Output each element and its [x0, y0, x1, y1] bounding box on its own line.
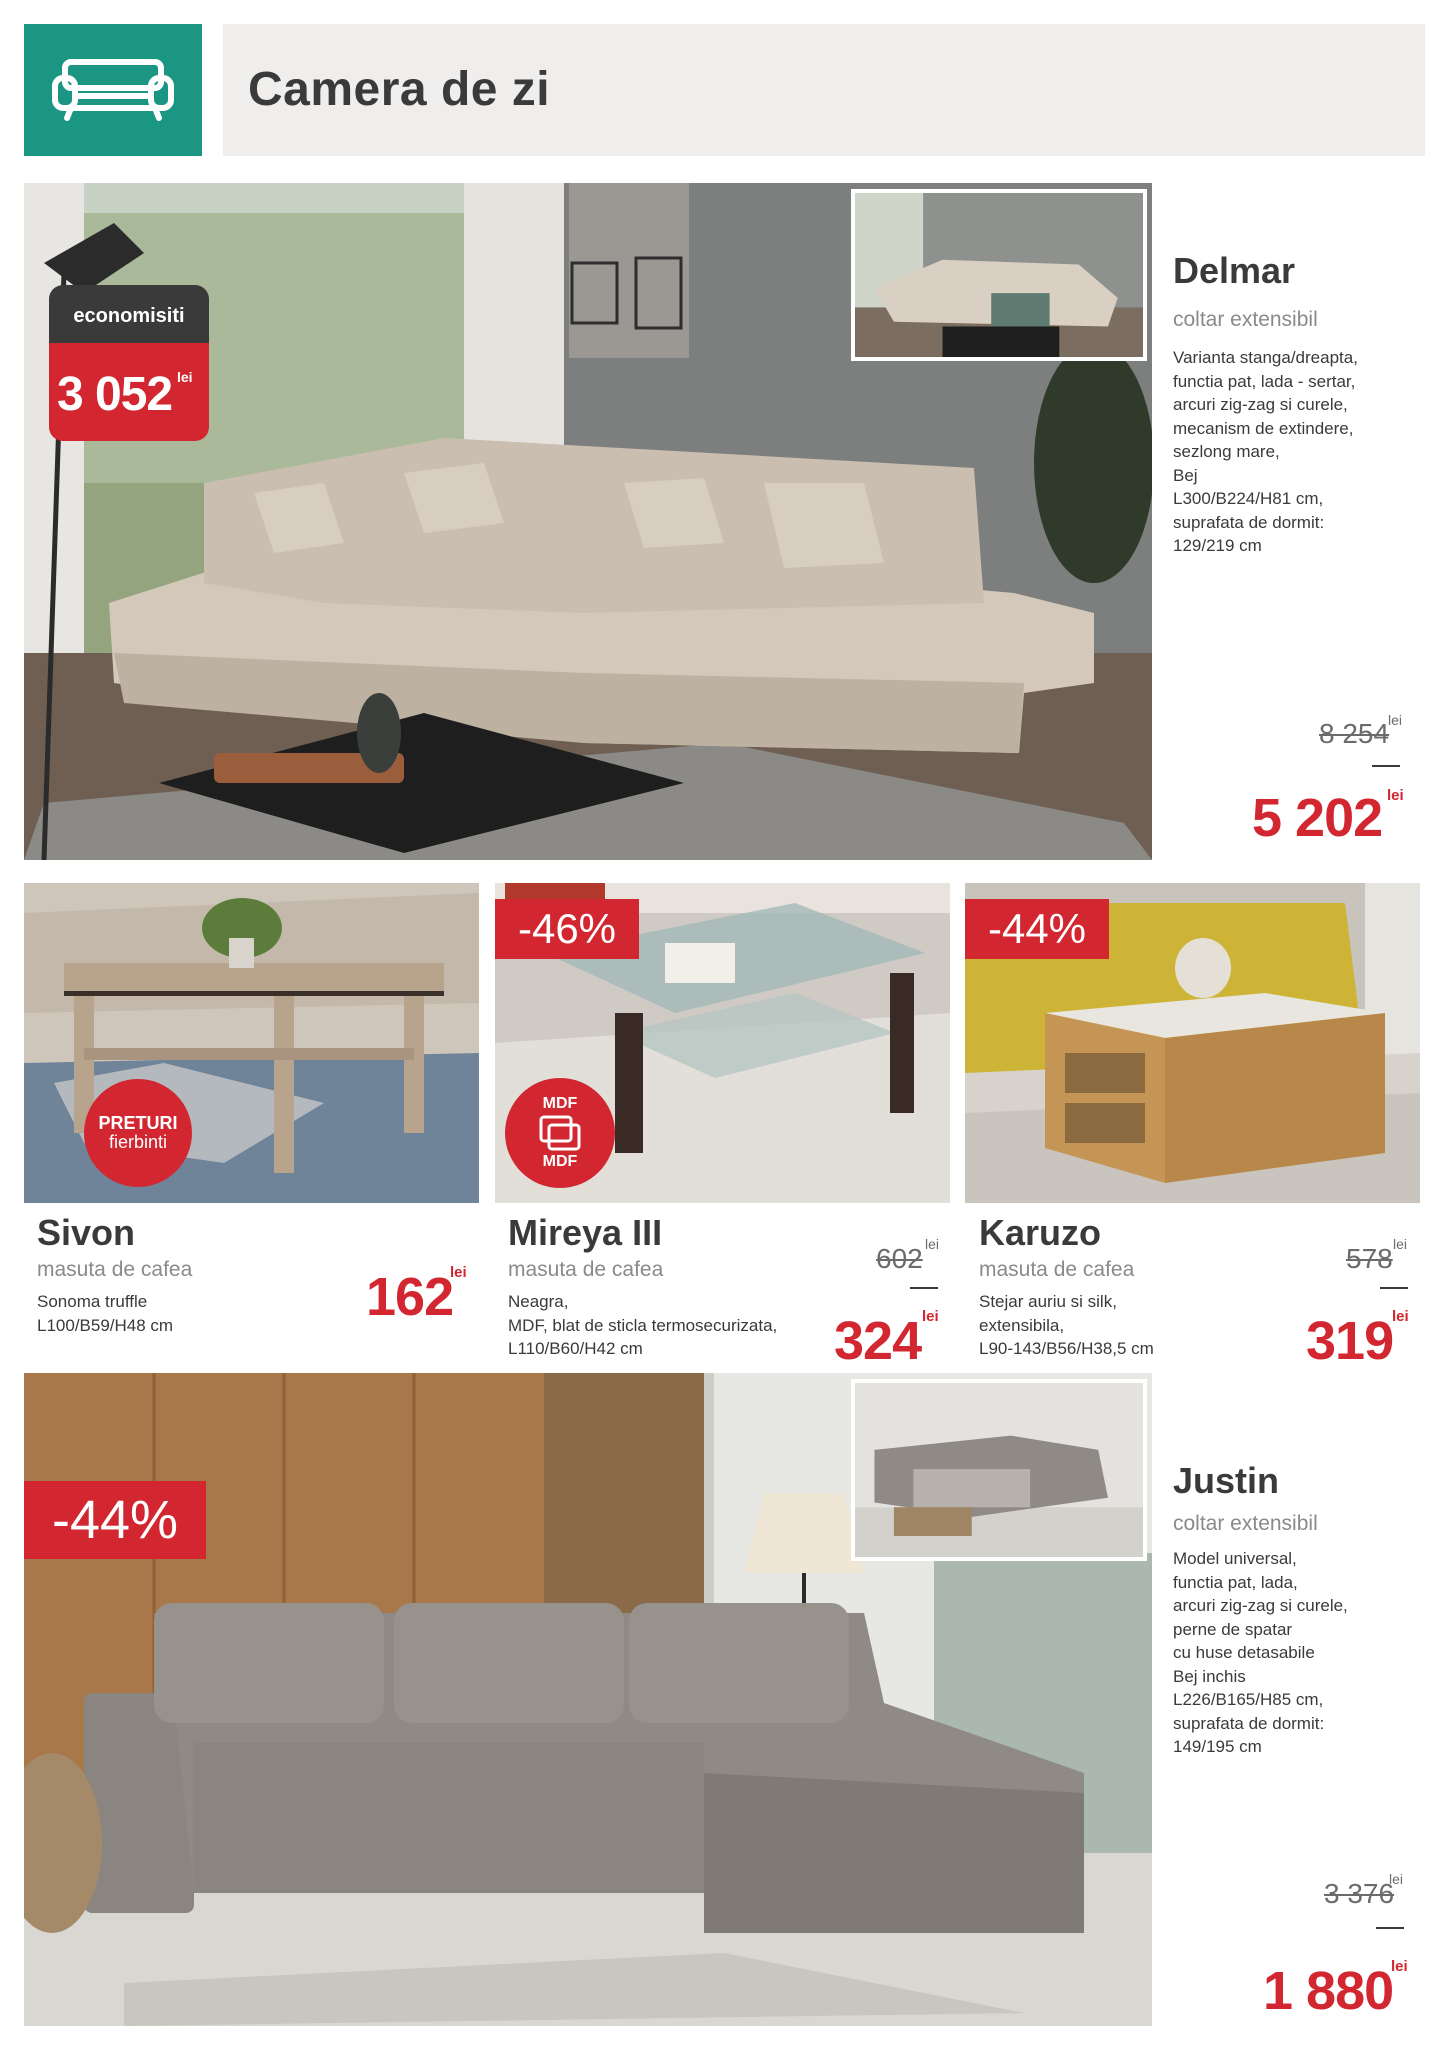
justin-discount-tag: -44%	[24, 1481, 206, 1559]
desc-line: functia pat, lada - sertar,	[1173, 371, 1356, 391]
desc-line: Neagra,	[508, 1292, 569, 1311]
desc-line: 129/219 cm	[1173, 536, 1262, 555]
delmar-description	[1173, 346, 1358, 558]
karuzo-old-price: 578	[1346, 1243, 1393, 1274]
desc-line: Varianta stanga/dreapta,	[1173, 348, 1358, 367]
desc-line: Model universal,	[1173, 1549, 1297, 1568]
justin-old-price: 3 376	[1324, 1878, 1395, 1909]
hot-prices-badge	[84, 1079, 192, 1187]
desc-line: Sonoma truffle	[37, 1292, 148, 1311]
delmar-old-price: 8 254	[1319, 718, 1390, 749]
mdf-badge-top: MDF	[542, 1095, 578, 1112]
desc-line: sezlong mare,	[1173, 442, 1280, 461]
justin-alt-image	[851, 1379, 1147, 1561]
desc-line: extensibila,	[979, 1315, 1065, 1335]
justin-name: Justin	[1173, 1460, 1280, 1501]
mdf-badge	[505, 1078, 615, 1188]
mdf-board-icon	[537, 1113, 583, 1153]
sivon-name: Sivon	[37, 1212, 136, 1253]
delmar-type: coltar extensibil	[1173, 308, 1318, 331]
karuzo-discount-tag: -44%	[965, 899, 1109, 959]
karuzo-price-currency: lei	[1392, 1308, 1409, 1325]
desc-line: 149/195 cm	[1173, 1737, 1262, 1756]
desc-line: L226/B165/H85 cm,	[1173, 1690, 1324, 1709]
desc-line: arcuri zig-zag si curele,	[1173, 395, 1348, 414]
karuzo-price: 319	[1306, 1311, 1394, 1371]
price-divider	[1376, 1927, 1404, 1929]
karuzo-description	[979, 1290, 1154, 1361]
desc-line: functia pat, lada,	[1173, 1572, 1298, 1592]
karuzo-name: Karuzo	[979, 1212, 1102, 1253]
desc-line: Stejar auriu si silk,	[979, 1292, 1117, 1311]
hot-prices-line1: PRETURI	[98, 1113, 178, 1133]
desc-line: L100/B59/H48 cm	[37, 1315, 174, 1335]
desc-line: suprafata de dormit:	[1173, 1713, 1325, 1733]
desc-line: mecanism de extindere,	[1173, 418, 1354, 438]
justin-type: coltar extensibil	[1173, 1512, 1318, 1535]
savings-label: economisiti	[49, 285, 209, 347]
justin-old-currency: lei	[1389, 1871, 1404, 1887]
sivon-price: 162	[366, 1267, 454, 1327]
mireya-discount-tag: -46%	[495, 899, 639, 959]
mireya-price-currency: lei	[922, 1308, 939, 1325]
mireya-type: masuta de cafea	[508, 1258, 664, 1281]
price-divider	[1380, 1287, 1408, 1289]
delmar-alt-image	[851, 189, 1147, 361]
delmar-price: 5 202	[1252, 788, 1383, 848]
desc-line: arcuri zig-zag si curele,	[1173, 1596, 1348, 1615]
desc-line: L90-143/B56/H38,5 cm	[979, 1339, 1154, 1358]
sivon-description	[37, 1290, 173, 1337]
desc-line: perne de spatar	[1173, 1619, 1293, 1639]
desc-line: MDF, blat de sticla termosecurizata,	[508, 1315, 778, 1335]
justin-description	[1173, 1547, 1348, 1759]
mireya-description	[508, 1290, 777, 1361]
category-icon-box	[24, 24, 202, 156]
karuzo-type: masuta de cafea	[979, 1258, 1135, 1281]
desc-line: Bej inchis	[1173, 1666, 1246, 1686]
mireya-price: 324	[834, 1311, 922, 1371]
mdf-badge-bottom: MDF	[542, 1153, 578, 1170]
desc-line: L300/B224/H81 cm,	[1173, 489, 1324, 508]
desc-line: suprafata de dormit:	[1173, 512, 1325, 532]
karuzo-old-currency: lei	[1393, 1236, 1408, 1252]
savings-value: 3 052	[57, 368, 173, 421]
justin-price-currency: lei	[1391, 1958, 1408, 1975]
mireya-name: Mireya III	[508, 1212, 663, 1253]
desc-line: Bej	[1173, 465, 1198, 485]
mireya-old-price: 602	[876, 1243, 923, 1274]
desc-line: L110/B60/H42 cm	[508, 1339, 643, 1358]
delmar-name: Delmar	[1173, 250, 1296, 291]
desc-line: cu huse detasabile	[1173, 1643, 1315, 1662]
justin-price: 1 880	[1263, 1961, 1394, 2021]
mireya-old-currency: lei	[925, 1236, 940, 1252]
price-divider	[1372, 765, 1400, 767]
savings-badge	[49, 285, 209, 445]
sivon-type: masuta de cafea	[37, 1258, 193, 1281]
sofa-icon	[51, 58, 175, 122]
sivon-price-currency: lei	[450, 1264, 467, 1281]
delmar-old-currency: lei	[1388, 712, 1403, 728]
delmar-price-currency: lei	[1387, 787, 1404, 804]
savings-currency: lei	[177, 369, 193, 385]
price-divider	[910, 1287, 938, 1289]
page-title: Camera de zi	[248, 63, 551, 116]
hot-prices-line2: fierbinti	[108, 1132, 168, 1152]
